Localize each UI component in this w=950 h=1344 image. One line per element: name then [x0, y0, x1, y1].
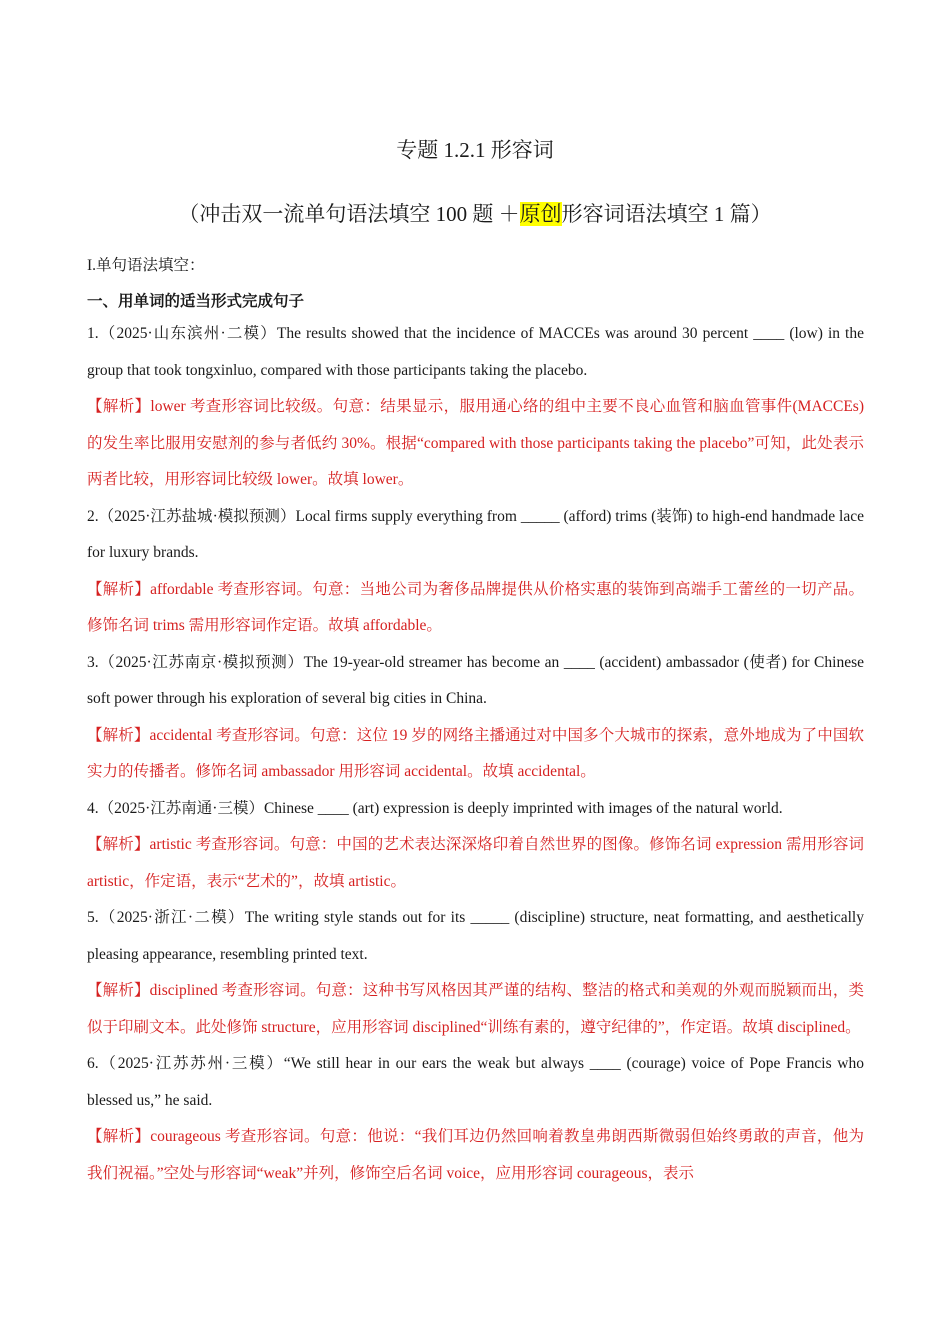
answer-explanation: 【解析】artistic 考查形容词。句意：中国的艺术表达深深烙印着自然世界的图像。修饰名词 expression 需用形容词 artistic，作定语，表示“艺术的”，故填 artistic。: [87, 836, 864, 890]
question-text: 4.（2025·江苏南通·三模）Chinese ____ (art) expression is deeply imprinted with images of the natural world.: [87, 799, 783, 817]
section-heading: I.单句语法填空：: [87, 257, 205, 274]
question-text: 1.（2025·山东滨州·二模）The results showed that the incidence of MACCEs was around 30 percent ____ (low) in the group that took tongxinluo, compared with those participants taking the placebo.: [87, 325, 864, 379]
subtitle-highlight: 原创: [519, 202, 562, 226]
question-text: 6.（2025·江苏苏州·三模）“We still hear in our ears the weak but always ____ (courage) voice of Pope Francis who blessed us,” he said.: [87, 1055, 864, 1109]
answer-explanation: 【解析】lower 考查形容词比较级。句意：结果显示，服用通心络的组中主要不良心血管和脑血管事件(MACCEs)的发生率比服用安慰剂的参与者低约 30%。根据“compared with those participants taking the placebo”可知，此处表示两者比较，用形容词比较级 lower。故填 lower。: [87, 398, 864, 488]
question-text: 2.（2025·江苏盐城·模拟预测）Local firms supply everything from _____ (afford) trims (装饰) to high-end handmade lace for luxury brands.: [87, 507, 864, 561]
subsection-heading: 一、用单词的适当形式完成句子: [87, 292, 305, 310]
subtitle-text-after: 形容词语法填空 1 篇）: [561, 202, 772, 226]
answer-explanation: 【解析】disciplined 考查形容词。句意：这种书写风格因其严谨的结构、整洁的格式和美观的外观而脱颖而出，类似于印刷文本。此处修饰 structure，应用形容词 disciplined“训练有素的，遵守纪律的”，作定语。故填 disciplined。: [87, 982, 864, 1036]
answer-explanation: 【解析】accidental 考查形容词。句意：这位 19 岁的网络主播通过对中国多个大城市的探索，意外地成为了中国软实力的传播者。修饰名词 ambassador 用形容词 accidental。故填 accidental。: [87, 726, 864, 780]
subtitle-text-before: （冲击双一流单句语法填空 100 题 ＋: [178, 202, 520, 226]
question-list: [87, 316, 864, 1192]
answer-explanation: 【解析】courageous 考查形容词。句意：他说：“我们耳边仍然回响着教皇弗朗西斯微弱但始终勇敢的声音，他为我们祝福。”空处与形容词“weak”并列，修饰空后名词 voice，应用形容词 courageous，表示: [87, 1128, 864, 1182]
answer-explanation: 【解析】affordable 考查形容词。句意：当地公司为奢侈品牌提供从价格实惠的装饰到高端手工蕾丝的一切产品。修饰名词 trims 需用形容词作定语。故填 affordable。: [87, 580, 864, 634]
document-title: 专题 1.2.1 形容词: [396, 138, 554, 162]
question-text: 3.（2025·江苏南京·模拟预测）The 19-year-old streamer has become an ____ (accident) ambassador (使者) for Chinese soft power through his exploration of several big cities in China.: [87, 653, 864, 707]
question-text: 5.（2025·浙江·二模）The writing style stands out for its _____ (discipline) structure, neat formatting, and aesthetically pleasing appearance, resembling printed text.: [87, 909, 864, 963]
document-subtitle: [0, 198, 950, 228]
